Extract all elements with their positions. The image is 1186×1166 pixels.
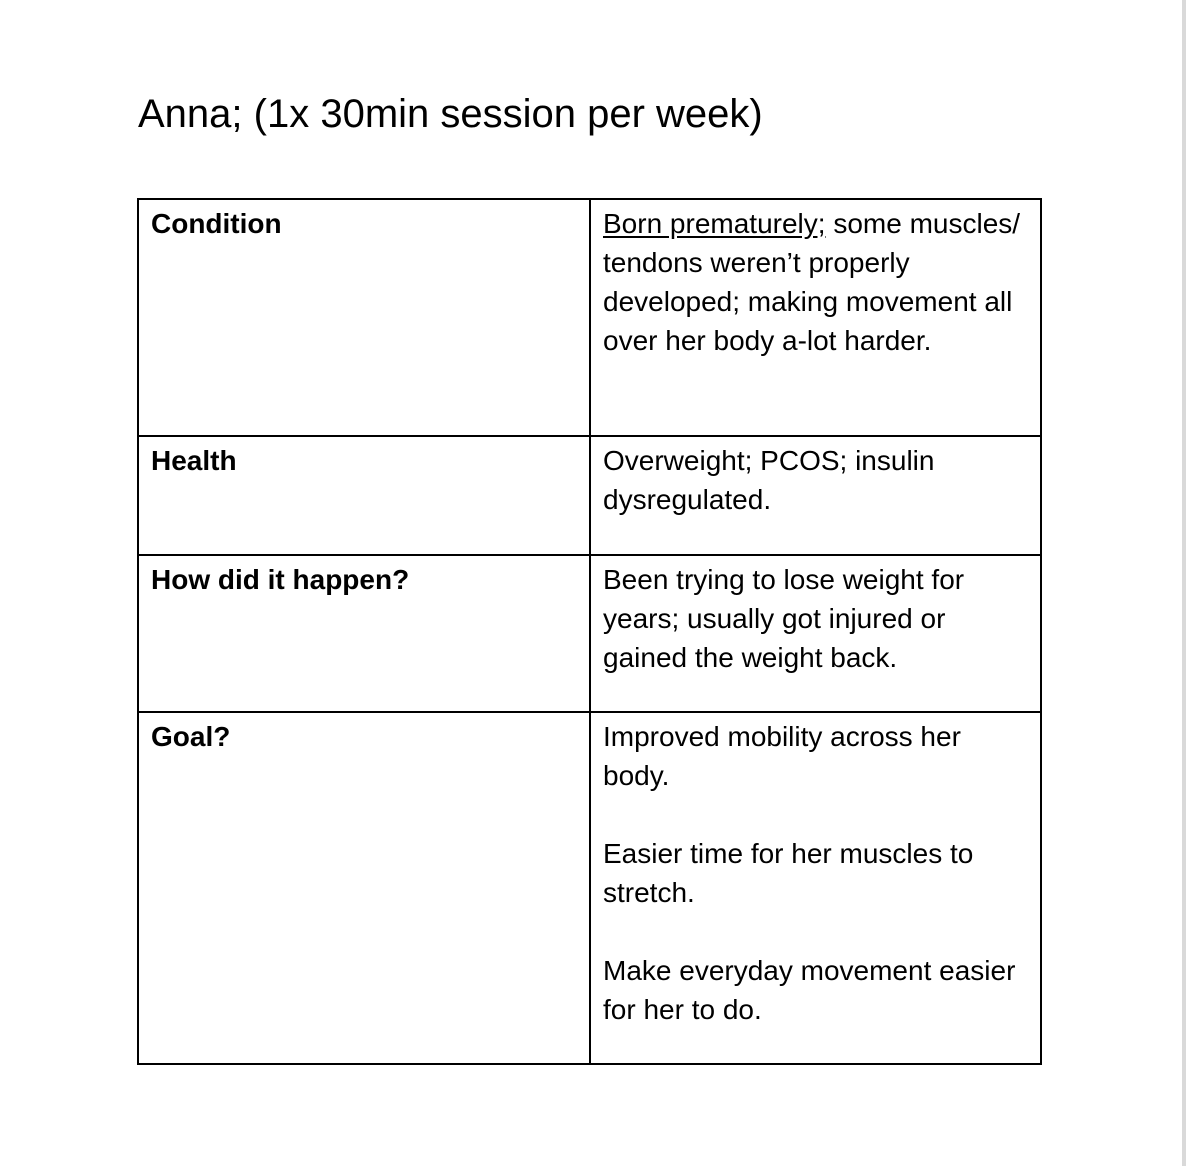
row-value: [590, 199, 1041, 436]
table-row-condition: [138, 199, 1041, 436]
row-value: Overweight; PCOS; insulin dysregulated.: [590, 436, 1041, 555]
row-label: Goal?: [138, 712, 590, 1064]
row-value: Been trying to lose weight for years; usually got injured or gained the weight back.: [590, 555, 1041, 712]
value-text: some muscles/ tendons weren’t properly developed; making movement all over her body a-lot harder.: [603, 208, 1021, 356]
table-row-goal: [138, 712, 1041, 1064]
goal-paragraph: Make everyday movement easier for her to do.: [603, 955, 1016, 1025]
row-label: Condition: [138, 199, 590, 436]
row-label: How did it happen?: [138, 555, 590, 712]
table-row-how-did-it-happen: [138, 555, 1041, 712]
underlined-text: Born prematurely;: [603, 208, 826, 239]
row-value: [590, 712, 1041, 1064]
goal-paragraph: Easier time for her muscles to stretch.: [603, 838, 974, 908]
client-info-table: [137, 198, 1042, 1065]
table-row-health: [138, 436, 1041, 555]
goal-paragraph: Improved mobility across her body.: [603, 721, 961, 791]
row-label: Health: [138, 436, 590, 555]
document-title: Anna; (1x 30min session per week): [138, 92, 763, 136]
page-edge: [1182, 0, 1186, 1166]
